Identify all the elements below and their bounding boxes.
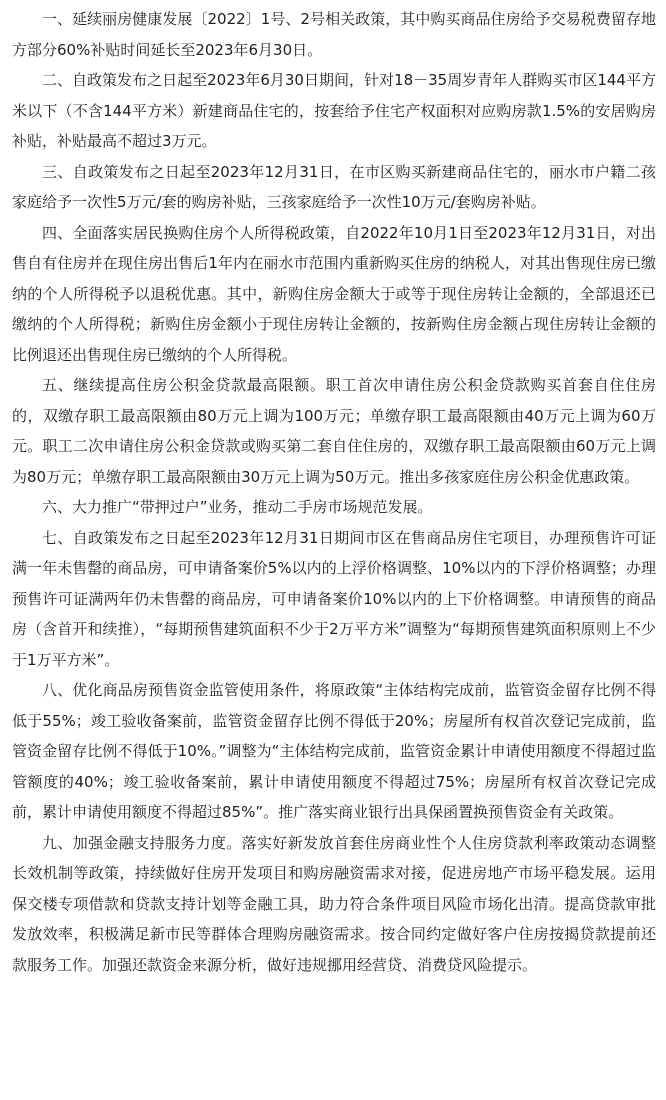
- policy-item-7: 七、自政策发布之日起至2023年12月31日期间市区在售商品房住宅项目，办理预售许可证满一年未售罄的商品房，可申请备案价5%以内的上浮价格调整、10%以内的下浮价格调整；办理预售许可证满两年仍未售罄的商品房，可申请备案价10%以内的上下价格调整。申请预售的商品房（含首开和续推），“每期预售建筑面积不少于2万平方米”调整为“每期预售建筑面积原则上不少于1万平方米”。: [12, 528, 656, 669]
- policy-item-8: 八、优化商品房预售资金监管使用条件，将原政策“主体结构完成前，监管资金留存比例不得低于55%；竣工验收备案前，监管资金留存比例不得低于20%；房屋所有权首次登记完成前，监管资金留存比例不得低于10%。”调整为“主体结构完成前，监管资金累计申请使用额度不得超过监管额度的40%；竣工验收备案前，累计申请使用额度不得超过75%；房屋所有权首次登记完成前，累计申请使用额度不得超过85%”。推广落实商业银行出具保函置换预售资金有关政策。: [12, 681, 656, 821]
- policy-item-2: 二、自政策发布之日起至2023年6月30日期间，针对18－35周岁青年人群购买市区144平方米以下（不含144平方米）新建商品住宅的，按套给予住宅产权面积对应购房款1.5%的安居购房补贴，补贴最高不超过3万元。: [12, 71, 656, 150]
- policy-item-6: 六、大力推广“带押过户”业务，推动二手房市场规范发展。: [42, 498, 433, 516]
- policy-item-4: 四、全面落实居民换购住房个人所得税政策，自2022年10月1日至2023年12月31日，对出售自有住房并在现住房出售后1年内在丽水市范围内重新购买住房的纳税人，对其出售现住房已缴纳的个人所得税予以退税优惠。其中，新购住房金额大于或等于现住房转让金额的，全部退还已缴纳的个人所得税；新购住房金额小于现住房转让金额的，按新购住房金额占现住房转让金额的比例退还出售现住房已缴纳的个人所得税。: [12, 223, 656, 364]
- policy-item-5: 五、继续提高住房公积金贷款最高限额。职工首次申请住房公积金贷款购买首套自住住房的，双缴存职工最高限额由80万元上调为100万元；单缴存职工最高限额由40万元上调为60万元。职工二次申请住房公积金贷款或购买第二套自住住房的，双缴存职工最高限额由60万元上调为80万元；单缴存职工最高限额由30万元上调为50万元。推出多孩家庭住房公积金优惠政策。: [12, 376, 656, 486]
- policy-item-1: 一、延续丽房健康发展〔2022〕1号、2号相关政策，其中购买商品住房给予交易税费留存地方部分60%补贴时间延长至2023年6月30日。: [12, 10, 656, 59]
- policy-item-3: 三、自政策发布之日起至2023年12月31日，在市区购买新建商品住宅的，丽水市户籍二孩家庭给予一次性5万元/套的购房补贴，三孩家庭给予一次性10万元/套购房补贴。: [12, 162, 656, 211]
- policy-item-9: 九、加强金融支持服务力度。落实好新发放首套住房商业性个人住房贷款利率政策动态调整长效机制等政策，持续做好住房开发项目和购房融资需求对接，促进房地产市场平稳发展。运用保交楼专项借款和贷款支持计划等金融工具，助力符合条件项目风险市场化出清。提高贷款审批发放效率，积极满足新市民等群体合理购房融资需求。按合同约定做好客户住房按揭贷款提前还款服务工作。加强还款资金来源分析，做好违规挪用经营贷、消费贷风险提示。: [12, 833, 656, 974]
